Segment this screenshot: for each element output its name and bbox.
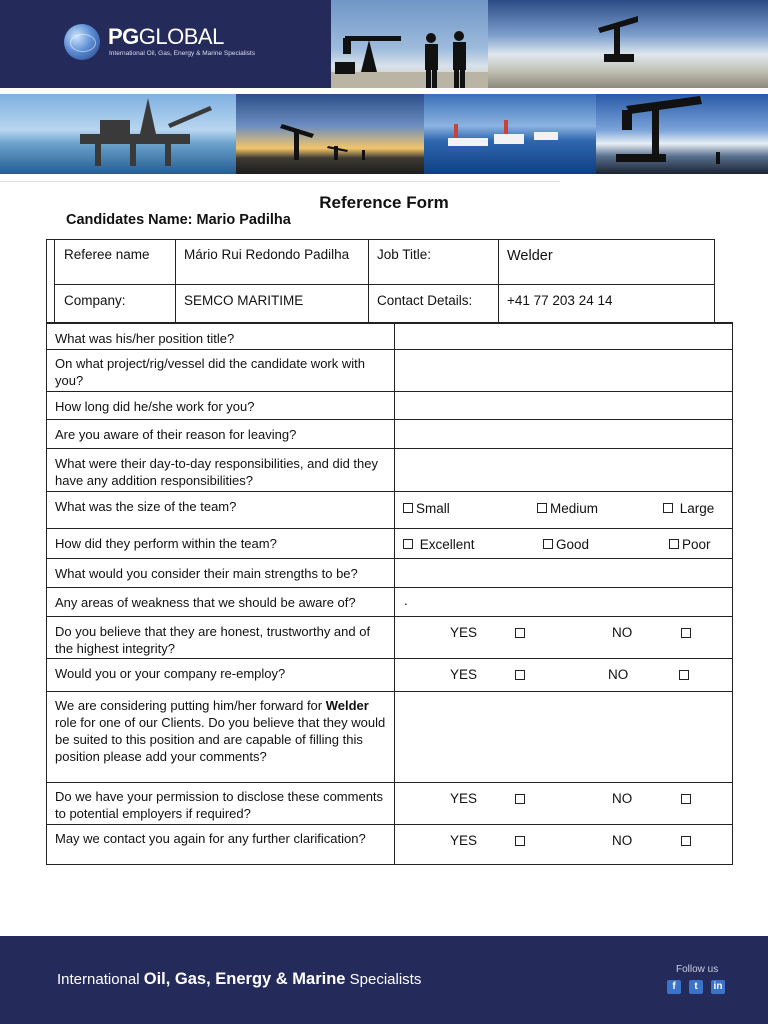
checkbox[interactable] bbox=[543, 539, 553, 549]
referee-table-line bbox=[54, 239, 55, 323]
header-photo-pumpjack-day bbox=[596, 94, 768, 174]
question-text: Any areas of weakness that we should be aware of? bbox=[55, 595, 356, 610]
no-label: NO bbox=[608, 667, 629, 682]
referee-table-line bbox=[498, 239, 499, 323]
no-label: NO bbox=[612, 833, 633, 848]
no-label: NO bbox=[612, 625, 633, 640]
question-row bbox=[47, 587, 732, 616]
footer-band bbox=[0, 936, 768, 1024]
no-checkbox[interactable] bbox=[681, 836, 691, 846]
referee-name-label: Referee name bbox=[64, 247, 150, 262]
job-title-label: Job Title: bbox=[377, 247, 432, 262]
logo-tagline: International Oil, Gas, Energy & Marine Specialists bbox=[109, 50, 255, 57]
referee-table-line bbox=[175, 239, 176, 323]
question-text: On what project/rig/vessel did the candidate work with you? bbox=[55, 356, 365, 388]
follow-us-label: Follow us bbox=[676, 964, 719, 975]
option-medium[interactable]: Medium bbox=[537, 501, 598, 516]
no-label: NO bbox=[612, 791, 633, 806]
question-text: Are you aware of their reason for leaving? bbox=[55, 427, 297, 442]
header-divider bbox=[0, 181, 560, 182]
header-photo-offshore-fleet bbox=[424, 94, 596, 174]
question-text: What would you consider their main strengths to be? bbox=[55, 566, 358, 581]
question-row bbox=[47, 391, 732, 419]
question-text: What were their day-to-day responsibilities, and did they have any addition responsibilities? bbox=[55, 456, 378, 488]
no-checkbox[interactable] bbox=[681, 794, 691, 804]
question-text: May we contact you again for any further clarification? bbox=[55, 831, 366, 846]
candidate-name: Candidates Name: Mario Padilha bbox=[66, 212, 291, 228]
checkbox[interactable] bbox=[663, 503, 673, 513]
reference-questions-table bbox=[46, 322, 733, 865]
question-text: Do you believe that they are honest, trustworthy and of the highest integrity? bbox=[55, 624, 371, 656]
option-good[interactable]: Good bbox=[543, 537, 589, 552]
globe-icon bbox=[64, 24, 100, 60]
question-row bbox=[47, 658, 732, 691]
question-row bbox=[47, 491, 732, 528]
question-text: We are considering putting him/her forward for Welder role for one of our Clients. Do you believe that they would be suited to this position and are capable of filling this position please add your comments? bbox=[55, 698, 386, 764]
twitter-icon[interactable]: t bbox=[689, 980, 703, 994]
yes-label: YES bbox=[450, 833, 478, 848]
question-row bbox=[47, 558, 732, 587]
question-text: How did they perform within the team? bbox=[55, 536, 277, 551]
no-checkbox[interactable] bbox=[681, 628, 691, 638]
referee-table-line bbox=[54, 284, 714, 285]
facebook-icon[interactable]: f bbox=[667, 980, 681, 994]
contact-details-value[interactable]: +41 77 203 24 14 bbox=[507, 293, 613, 308]
referee-name-value[interactable]: Mário Rui Redondo Padilha bbox=[184, 247, 350, 262]
yes-label: YES bbox=[450, 791, 478, 806]
checkbox[interactable] bbox=[403, 503, 413, 513]
referee-table bbox=[46, 239, 714, 323]
question-text: Do we have your permission to disclose these comments to potential employers if required? bbox=[55, 789, 384, 821]
job-title-value[interactable]: Welder bbox=[507, 248, 553, 264]
checkbox[interactable] bbox=[537, 503, 547, 513]
yes-label: YES bbox=[450, 625, 478, 640]
linkedin-icon[interactable]: in bbox=[711, 980, 725, 994]
yes-checkbox[interactable] bbox=[515, 794, 525, 804]
header-photo-offshore-rig bbox=[0, 94, 236, 174]
question-row bbox=[47, 349, 732, 391]
yes-checkbox[interactable] bbox=[515, 670, 525, 680]
checkbox[interactable] bbox=[669, 539, 679, 549]
role-highlight: Welder bbox=[325, 698, 369, 713]
question-row bbox=[47, 419, 732, 448]
yes-checkbox[interactable] bbox=[515, 836, 525, 846]
question-row bbox=[47, 528, 732, 558]
yes-label: YES bbox=[450, 667, 478, 682]
company-logo bbox=[64, 22, 344, 66]
header-photo-pumpjack-sunset bbox=[488, 0, 768, 88]
question-row bbox=[47, 824, 732, 865]
company-value[interactable]: SEMCO MARITIME bbox=[184, 293, 304, 308]
logo-wordmark: PGGLOBAL bbox=[108, 24, 224, 49]
company-label: Company: bbox=[64, 293, 126, 308]
weakness-answer[interactable]: . bbox=[404, 593, 408, 608]
question-row bbox=[47, 448, 732, 491]
checkbox[interactable] bbox=[403, 539, 413, 549]
referee-table-line bbox=[368, 239, 369, 323]
question-text: Would you or your company re-employ? bbox=[55, 666, 286, 681]
question-row bbox=[47, 323, 732, 349]
contact-details-label: Contact Details: bbox=[377, 293, 473, 308]
option-poor[interactable]: Poor bbox=[669, 537, 711, 552]
form-title: Reference Form bbox=[319, 193, 449, 212]
question-row bbox=[47, 616, 732, 658]
question-text: What was his/her position title? bbox=[55, 331, 235, 346]
option-excellent[interactable]: Excellent bbox=[403, 537, 475, 552]
header-photo-workers bbox=[331, 0, 488, 88]
option-small[interactable]: Small bbox=[403, 501, 450, 516]
question-text: How long did he/she work for you? bbox=[55, 399, 255, 414]
question-row bbox=[47, 691, 732, 782]
question-row bbox=[47, 782, 732, 824]
yes-checkbox[interactable] bbox=[515, 628, 525, 638]
question-text: What was the size of the team? bbox=[55, 499, 237, 514]
option-large[interactable]: Large bbox=[663, 501, 714, 516]
header-photo-oilfield-dusk bbox=[236, 94, 424, 174]
footer-tagline: International Oil, Gas, Energy & Marine Specialists bbox=[57, 970, 422, 988]
no-checkbox[interactable] bbox=[679, 670, 689, 680]
